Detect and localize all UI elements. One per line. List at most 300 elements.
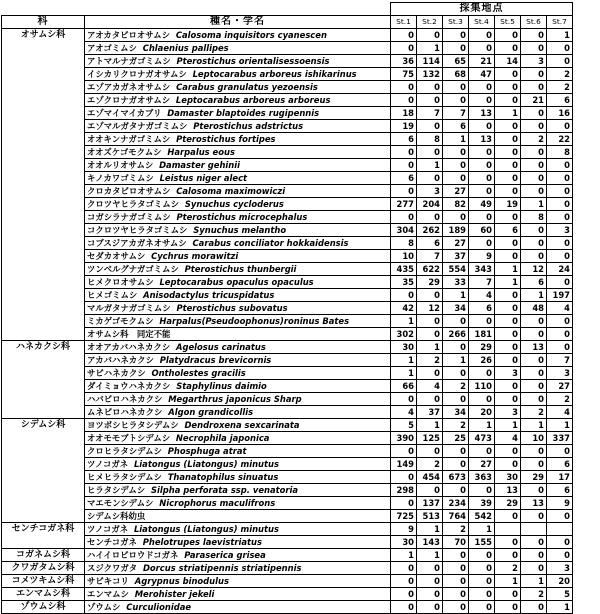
count-cell: 298 (391, 484, 417, 497)
species-cell (85, 302, 391, 315)
species-japanese-name: コガシラナガゴミムシ (87, 212, 171, 222)
table-row (2, 549, 573, 562)
count-cell: 29 (469, 341, 495, 354)
station-header: St.3 (443, 16, 469, 29)
count-cell: 48 (521, 302, 547, 315)
count-cell: 1 (495, 419, 521, 432)
sites-group-header: 採集地点 (391, 3, 573, 16)
count-cell: 3 (495, 406, 521, 419)
count-cell: 27 (469, 458, 495, 471)
count-cell: 181 (469, 328, 495, 341)
count-cell: 0 (469, 42, 495, 55)
species-cell (85, 484, 391, 497)
count-cell: 7 (417, 250, 443, 263)
count-cell: 3 (547, 562, 573, 575)
species-japanese-name: オオモモブトシデムシ (87, 433, 171, 443)
count-cell: 0 (443, 393, 469, 406)
table-row (2, 250, 573, 263)
count-cell: 554 (443, 263, 469, 276)
count-cell: 0 (417, 120, 443, 133)
species-scientific-name: Paraserica grisea (184, 550, 266, 560)
species-scientific-name: Curculionidae (126, 602, 192, 612)
count-cell: 0 (469, 445, 495, 458)
table-row (2, 380, 573, 393)
count-cell: 18 (391, 107, 417, 120)
count-cell: 0 (391, 146, 417, 159)
species-abundance-table (1, 2, 573, 614)
species-cell (85, 107, 391, 120)
family-cell: コガネムシ科 (2, 549, 85, 562)
count-cell: 1 (521, 289, 547, 302)
count-cell: 0 (443, 29, 469, 42)
table-row (2, 120, 573, 133)
count-cell: 343 (469, 263, 495, 276)
count-cell: 29 (495, 497, 521, 510)
count-cell: 0 (443, 81, 469, 94)
count-cell: 0 (495, 549, 521, 562)
count-cell: 0 (495, 94, 521, 107)
count-cell: 0 (547, 159, 573, 172)
table-row (2, 29, 573, 42)
count-cell: 22 (547, 133, 573, 146)
species-scientific-name: Pterostichus adstrictus (193, 121, 304, 131)
count-cell: 1 (521, 198, 547, 211)
count-cell: 0 (469, 315, 495, 328)
count-cell: 0 (547, 185, 573, 198)
table-row (2, 211, 573, 224)
table-row (2, 185, 573, 198)
count-cell: 0 (547, 55, 573, 68)
species-japanese-name: セダカオサムシ (87, 251, 146, 261)
count-cell: 0 (469, 29, 495, 42)
species-scientific-name: Agrypnus binodulus (134, 576, 229, 586)
count-cell: 29 (521, 471, 547, 484)
count-cell: 6 (547, 94, 573, 107)
count-cell: 1 (417, 419, 443, 432)
species-japanese-name: ヨツボシヒラタシデムシ (87, 420, 179, 430)
table-row (2, 133, 573, 146)
count-cell: 34 (443, 406, 469, 419)
count-cell: 13 (469, 107, 495, 120)
count-cell: 1 (417, 159, 443, 172)
count-cell: 0 (391, 471, 417, 484)
count-cell: 143 (417, 536, 443, 549)
count-cell: 114 (417, 55, 443, 68)
count-cell: 0 (443, 601, 469, 614)
count-cell: 27 (547, 380, 573, 393)
count-cell: 0 (391, 393, 417, 406)
species-cell (85, 94, 391, 107)
species-table-container (1, 2, 573, 614)
species-japanese-name: オオルリオサムシ (87, 160, 154, 170)
count-cell: 0 (521, 29, 547, 42)
species-table-body (2, 29, 573, 614)
count-cell: 0 (521, 458, 547, 471)
header-row-top (2, 3, 573, 16)
count-cell: 0 (547, 42, 573, 55)
species-cell (85, 458, 391, 471)
count-cell: 26 (469, 354, 495, 367)
species-cell (85, 159, 391, 172)
count-cell: 37 (417, 406, 443, 419)
count-cell: 9 (391, 523, 417, 536)
count-cell: 2 (547, 68, 573, 81)
count-cell: 3 (547, 224, 573, 237)
count-cell: 513 (417, 510, 443, 523)
count-cell: 0 (443, 575, 469, 588)
count-cell: 19 (391, 120, 417, 133)
count-cell: 0 (417, 601, 443, 614)
count-cell: 27 (443, 237, 469, 250)
table-row (2, 263, 573, 276)
count-cell: 1 (495, 107, 521, 120)
count-cell: 4 (495, 432, 521, 445)
species-cell (85, 367, 391, 380)
species-japanese-name: マルガタナガゴミムシ (87, 303, 171, 313)
count-cell: 0 (469, 601, 495, 614)
species-cell (85, 601, 391, 614)
count-cell: 390 (391, 432, 417, 445)
count-cell: 1 (521, 419, 547, 432)
count-cell: 0 (521, 484, 547, 497)
count-cell: 0 (443, 458, 469, 471)
count-cell: 0 (547, 276, 573, 289)
species-japanese-name: クロヒラタシデムシ (87, 446, 162, 456)
family-cell: シデムシ科 (2, 419, 85, 523)
count-cell: 0 (495, 354, 521, 367)
table-row (2, 601, 573, 614)
count-cell: 24 (547, 263, 573, 276)
count-cell: 0 (495, 510, 521, 523)
count-cell: 1 (495, 263, 521, 276)
count-cell: 33 (443, 276, 469, 289)
count-cell: 1 (547, 601, 573, 614)
count-cell: 0 (391, 445, 417, 458)
count-cell: 204 (417, 198, 443, 211)
count-cell: 30 (391, 341, 417, 354)
table-row (2, 497, 573, 510)
family-cell: ハネカクシ科 (2, 341, 85, 419)
count-cell: 0 (469, 588, 495, 601)
count-cell: 27 (443, 185, 469, 198)
species-cell (85, 315, 391, 328)
count-cell: 0 (391, 29, 417, 42)
count-cell: 0 (521, 224, 547, 237)
count-cell: 0 (417, 81, 443, 94)
species-cell (85, 380, 391, 393)
count-cell: 6 (443, 120, 469, 133)
count-cell: 0 (417, 393, 443, 406)
count-cell: 0 (443, 484, 469, 497)
table-row (2, 458, 573, 471)
species-japanese-name: アカバハネカクシ (87, 355, 154, 365)
table-row (2, 432, 573, 445)
count-cell: 13 (469, 133, 495, 146)
count-cell: 2 (417, 354, 443, 367)
species-cell (85, 120, 391, 133)
table-row (2, 276, 573, 289)
count-cell: 0 (521, 68, 547, 81)
count-cell (547, 523, 573, 536)
count-cell: 3 (547, 367, 573, 380)
count-cell: 7 (469, 276, 495, 289)
count-cell: 0 (521, 510, 547, 523)
count-cell: 3 (417, 185, 443, 198)
species-cell (85, 445, 391, 458)
species-scientific-name: Pterostichus microcephalus (176, 212, 308, 222)
species-cell (85, 133, 391, 146)
count-cell: 304 (391, 224, 417, 237)
species-cell (85, 211, 391, 224)
count-cell: 1 (469, 523, 495, 536)
count-cell: 0 (417, 484, 443, 497)
count-cell: 8 (417, 133, 443, 146)
species-scientific-name: Dendroxena sexcarinata (184, 420, 300, 430)
species-cell (85, 185, 391, 198)
count-cell: 0 (521, 81, 547, 94)
species-scientific-name: Platydracus brevicornis (159, 355, 272, 365)
count-cell: 0 (391, 81, 417, 94)
species-japanese-name: コクロツヤヒラタゴミムシ (87, 225, 188, 235)
count-cell: 0 (469, 237, 495, 250)
table-row (2, 42, 573, 55)
header-blank-2 (85, 3, 391, 16)
count-cell: 0 (495, 588, 521, 601)
table-row (2, 393, 573, 406)
count-cell: 0 (443, 146, 469, 159)
species-scientific-name: Pterostichus orientalisessoensis (176, 56, 330, 66)
count-cell: 0 (547, 328, 573, 341)
count-cell: 0 (391, 159, 417, 172)
species-japanese-name: クロツヤヒラタゴミムシ (87, 199, 180, 209)
species-japanese-name: ヒメゴミムシ (87, 290, 138, 300)
count-cell: 0 (495, 536, 521, 549)
count-cell: 75 (391, 68, 417, 81)
species-cell (85, 523, 391, 536)
species-japanese-name: イシカリクロナガオサムシ (87, 69, 187, 79)
species-scientific-name: Synuchus melantho (193, 225, 287, 235)
count-cell: 4 (547, 302, 573, 315)
count-cell: 6 (495, 224, 521, 237)
count-cell: 0 (547, 510, 573, 523)
count-cell: 0 (495, 315, 521, 328)
count-cell: 2 (443, 523, 469, 536)
species-japanese-name: ツノコガネ (87, 524, 129, 534)
species-japanese-name: シデムシ科幼虫 (87, 511, 146, 521)
count-cell: 20 (469, 406, 495, 419)
count-cell: 0 (495, 250, 521, 263)
species-scientific-name: Silpha perforata ssp. venatoria (150, 485, 299, 495)
count-cell: 0 (469, 159, 495, 172)
count-cell: 0 (495, 328, 521, 341)
count-cell: 6 (391, 133, 417, 146)
table-row (2, 198, 573, 211)
count-cell: 302 (391, 328, 417, 341)
species-scientific-name: Ontholestes gracilis (151, 368, 246, 378)
count-cell: 1 (391, 354, 417, 367)
species-japanese-name: ハイイロビロウドコガネ (87, 550, 179, 560)
count-cell: 10 (521, 432, 547, 445)
species-japanese-name: センチコガネ (87, 537, 137, 547)
species-scientific-name: Chlaenius pallipes (142, 43, 229, 53)
count-cell: 542 (469, 510, 495, 523)
count-cell: 0 (443, 94, 469, 107)
table-row (2, 471, 573, 484)
species-japanese-name: ムネビロハネカクシ (87, 407, 163, 417)
species-scientific-name: Harpalus(Pseudoophonus)roninus Bates (159, 316, 350, 326)
count-cell: 0 (495, 185, 521, 198)
station-header: St.7 (547, 16, 573, 29)
count-cell: 0 (443, 367, 469, 380)
count-cell: 2 (443, 380, 469, 393)
species-scientific-name: Liatongus (Liatongus) minutus (133, 524, 279, 534)
count-cell: 0 (521, 250, 547, 263)
species-cell (85, 224, 391, 237)
station-header: St.6 (521, 16, 547, 29)
table-row (2, 172, 573, 185)
count-cell: 0 (547, 237, 573, 250)
count-cell: 49 (469, 198, 495, 211)
count-cell: 0 (521, 445, 547, 458)
count-cell: 0 (417, 172, 443, 185)
species-cell (85, 393, 391, 406)
table-row (2, 419, 573, 432)
species-japanese-name: ツノコガネ (87, 459, 129, 469)
count-cell: 21 (469, 55, 495, 68)
species-scientific-name: Leptocarabus arboreus arboreus (175, 95, 331, 105)
count-cell: 0 (391, 94, 417, 107)
count-cell: 363 (469, 471, 495, 484)
species-scientific-name: Pterostichus thunbergii (184, 264, 297, 274)
count-cell: 1 (547, 29, 573, 42)
species-japanese-name: スジクワガタ (87, 563, 138, 573)
count-cell (495, 523, 521, 536)
count-cell: 0 (495, 601, 521, 614)
count-cell: 1 (391, 549, 417, 562)
count-cell: 0 (495, 42, 521, 55)
count-cell: 0 (391, 601, 417, 614)
header-blank-1 (2, 3, 85, 16)
count-cell: 0 (521, 367, 547, 380)
count-cell: 36 (391, 55, 417, 68)
count-cell: 19 (495, 198, 521, 211)
count-cell: 0 (469, 562, 495, 575)
count-cell: 4 (469, 289, 495, 302)
species-japanese-name: アオゴミムシ (87, 43, 137, 53)
table-row (2, 55, 573, 68)
species-japanese-name: マエモンシデムシ (87, 498, 154, 508)
count-cell: 0 (521, 562, 547, 575)
family-cell: クワガタムシ科 (2, 562, 85, 575)
species-cell (85, 328, 391, 341)
species-japanese-name: サビキコリ (87, 576, 129, 586)
species-scientific-name: Leptocarabus opaculus opaculus (159, 277, 314, 287)
count-cell: 0 (547, 211, 573, 224)
count-cell: 16 (547, 107, 573, 120)
table-row (2, 68, 573, 81)
species-scientific-name: Damaster blaptoides rugipennis (167, 108, 320, 118)
count-cell: 0 (469, 172, 495, 185)
species-scientific-name: Leistus niger alect (159, 173, 248, 183)
count-cell: 0 (495, 341, 521, 354)
count-cell: 0 (391, 289, 417, 302)
count-cell: 8 (391, 237, 417, 250)
species-scientific-name: Nicrophorus maculifrons (159, 498, 276, 508)
count-cell: 1 (495, 276, 521, 289)
count-cell: 189 (443, 224, 469, 237)
count-cell: 234 (443, 497, 469, 510)
count-cell: 0 (391, 588, 417, 601)
table-row (2, 367, 573, 380)
count-cell: 0 (417, 588, 443, 601)
species-cell (85, 81, 391, 94)
count-cell: 1 (417, 549, 443, 562)
count-cell: 0 (469, 575, 495, 588)
family-cell: ゾウムシ科 (2, 601, 85, 614)
species-japanese-name: サビハネカクシ (87, 368, 146, 378)
family-cell: エンマムシ科 (2, 588, 85, 601)
species-japanese-name: キノカワゴミムシ (87, 173, 154, 183)
count-cell: 0 (547, 250, 573, 263)
table-row (2, 536, 573, 549)
count-cell: 0 (417, 146, 443, 159)
species-cell (85, 419, 391, 432)
species-japanese-name: オオキンナガゴミムシ (87, 134, 171, 144)
count-cell: 13 (495, 484, 521, 497)
count-cell: 9 (469, 250, 495, 263)
table-row (2, 510, 573, 523)
count-cell: 0 (417, 29, 443, 42)
count-cell: 277 (391, 198, 417, 211)
station-header: St.2 (417, 16, 443, 29)
table-row (2, 224, 573, 237)
count-cell: 0 (521, 601, 547, 614)
count-cell: 2 (521, 133, 547, 146)
species-cell (85, 68, 391, 81)
species-cell (85, 432, 391, 445)
count-cell: 0 (417, 94, 443, 107)
count-cell: 6 (547, 458, 573, 471)
count-cell: 0 (495, 458, 521, 471)
count-cell: 0 (495, 380, 521, 393)
count-cell: 42 (391, 302, 417, 315)
count-cell: 7 (417, 107, 443, 120)
count-cell: 137 (417, 497, 443, 510)
count-cell: 1 (547, 419, 573, 432)
count-cell: 0 (495, 445, 521, 458)
table-row (2, 94, 573, 107)
count-cell: 0 (521, 536, 547, 549)
count-cell: 0 (469, 549, 495, 562)
count-cell: 132 (417, 68, 443, 81)
count-cell: 0 (417, 562, 443, 575)
count-cell: 8 (521, 211, 547, 224)
count-cell: 0 (443, 211, 469, 224)
species-scientific-name: Thanatophilus sinuatus (167, 472, 279, 482)
species-japanese-name: ミカゲゴモクムシ (87, 316, 154, 326)
species-scientific-name: Megarthrus japonicus Sharp (168, 394, 302, 404)
species-scientific-name: Dorcus striatipennis striatipennis (142, 563, 302, 573)
count-cell: 1 (443, 133, 469, 146)
count-cell: 0 (547, 549, 573, 562)
count-cell: 1 (391, 315, 417, 328)
count-cell: 155 (469, 536, 495, 549)
count-cell: 1 (417, 42, 443, 55)
count-cell: 0 (521, 354, 547, 367)
count-cell: 2 (547, 81, 573, 94)
count-cell: 30 (495, 471, 521, 484)
count-cell: 1 (495, 575, 521, 588)
